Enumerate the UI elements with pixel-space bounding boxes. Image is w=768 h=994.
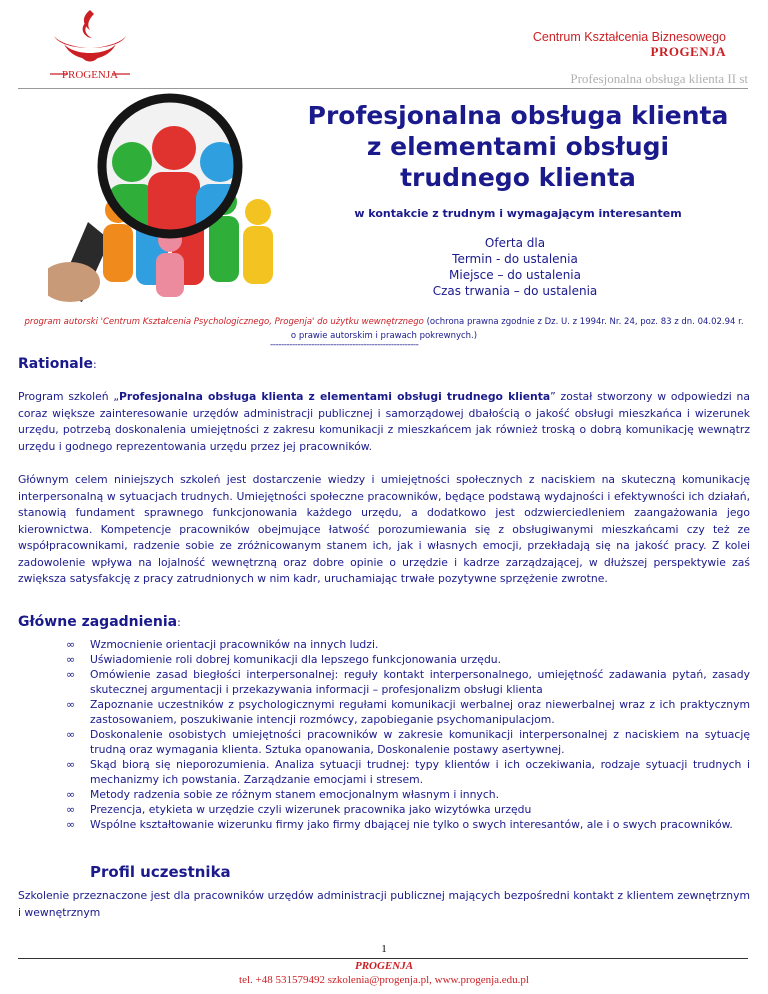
- copyright-program: program autorski 'Centrum Kształcenia Psychologicznego, Progenja' do użytku wewnętrznego: [24, 317, 424, 327]
- infinity-bullet-icon: ∞: [66, 803, 76, 816]
- profile-heading: Profil uczestnika: [90, 863, 231, 881]
- footer-brand: PROGENJA: [354, 960, 414, 972]
- offer-duration: Czas trwania – do ustalenia: [432, 284, 598, 298]
- copyright-legal: (ochrona prawna zgodnie z Dz. U. z 1994r. Nr. 24, poz. 83 z dn. 04.02.94 r. o prawie autorskim i prawach pokrewnych.): [290, 317, 744, 341]
- list-item: ∞ Omówienie zasad biegłości interpersonalnej: reguły kontakt interpersonalnego, umiejętność zadawania pytań, zasady skutecznej argumentacji i przekazywania informacji – profesjonalizm obsługi klienta: [66, 668, 750, 696]
- infinity-bullet-icon: ∞: [66, 698, 76, 711]
- org-name: Centrum Kształcenia Biznesowego: [532, 30, 726, 44]
- rationale-heading: Rationale:: [18, 356, 97, 372]
- infinity-bullet-icon: ∞: [66, 668, 76, 681]
- list-item: ∞ Wspólne kształtowanie wizerunku firmy jako firmy dbającej nie tylko o swych interesantów, ale i o swych pracowników.: [66, 818, 733, 831]
- list-item: ∞ Skąd biorą się nieporozumienia. Analiza sytuacji trudnej: typy klientów i ich oczekiwania, rodzaje sytuacji trudnych i mechanizmy ich powstania. Zarządzanie emocjami i stresem.: [66, 758, 750, 786]
- list-item: ∞ Uświadomienie roli dobrej komunikacji dla lepszego funkcjonowania urzędu.: [66, 653, 502, 666]
- list-item: ∞ Prezencja, etykieta w urzędzie czyli wizerunek pracownika jako wizytówka urzędu: [66, 803, 532, 816]
- infinity-bullet-icon: ∞: [66, 788, 76, 801]
- infinity-bullet-icon: ∞: [66, 758, 76, 771]
- profile-text: Szkolenie przeznaczone jest dla pracowników urzędów administracji publicznej mających bezpośredni kontakt z klientem zewnętrznym i wewnętrznym: [18, 889, 750, 919]
- offer-place: Miejsce – do ustalenia: [449, 268, 581, 282]
- list-item: ∞ Zapoznanie uczestników z psychologicznymi regułami komunikacji werbalnej oraz niewerbalnej wraz z ich praktycznym zastosowaniem, poszukiwanie intencji rozmówcy, zapobieganie psychomanipulacjom.: [66, 698, 750, 726]
- offer-date: Termin - do ustalenia: [452, 252, 578, 266]
- infinity-bullet-icon: ∞: [66, 728, 76, 741]
- rationale-paragraph-2: Głównym celem niniejszych szkoleń jest dostarczenie wiedzy i umiejętności społecznych z naciskiem na skuteczną komunikację interpersonalną w sytuacjach trudnych. Umiejętności społeczne pracowników, będące podstawą wydajności i efektywności ich działań, stanowią fundament sprawnego funkcjonowania każdego urzędu, a dodatkowo jest odzwierciedleniem zaangażowania jego kierownictwa. Kompetencje pracowników obejmujące łatwość porozumiewania się z obsługiwanymi mieszkańcami czy też ze współpracownikami, radzenie sobie ze zróżnicowanym stanem ich, jak i własnych emocji, przekładają się na jakość pracy. Z kolei zadowolenie wpływa na lojalność wewnętrzną oraz dobre opinie o urzędzie i kadrze zarządzającej, w dłuższej perspektywie zaś zwiększa satysfakcję z pracy zatrudnionych w nim kadr, uruchamiając trwałe pozytywne sprzężenie zwrotne.: [18, 473, 750, 585]
- offer-for: Oferta dla: [484, 236, 546, 250]
- header-subtitle: Profesjonalna obsługa klienta II st: [570, 71, 748, 86]
- list-item: ∞ Wzmocnienie orientacji pracowników na innych ludzi.: [66, 638, 379, 651]
- footer-divider: [18, 958, 748, 959]
- header-divider: [18, 88, 748, 89]
- topics-heading: Główne zagadnienia:: [18, 614, 181, 630]
- list-item: ∞ Metody radzenia sobie ze różnym stanem emocjonalnym własnym i innych.: [66, 788, 500, 801]
- infinity-bullet-icon: ∞: [66, 653, 76, 666]
- program-name: Profesjonalna obsługa klienta z elementami obsługi trudnego klienta: [119, 390, 551, 403]
- org-brand: PROGENJA: [650, 44, 726, 59]
- separator-dashes: ------------------------------------------------------: [270, 340, 419, 350]
- list-item: ∞ Doskonalenie osobistych umiejętności pracowników w zakresie komunikacji interpersonalnej z naciskiem na sytuację trudną oraz wymagania klienta. Sztuka opanowania, Doskonalenie postawy asertywnej.: [66, 728, 750, 756]
- footer-contact: tel. +48 531579492 szkolenia@progenja.pl, www.progenja.edu.pl: [239, 974, 529, 986]
- rationale-paragraph-1: Program szkoleń „Profesjonalna obsługa klienta z elementami obsługi trudnego klienta” został stworzony w odpowiedzi na coraz większe zainteresowanie urzędów administracji publicznej i samorządowej dbałością o jakość obsługi mieszkańca i wizerunek urzędu, potrzebą doskonalenia umiejętności z zakresu komunikacji z mieszkańcem jak również troską o dobrą komunikację wewnątrz urzędu i godnego reprezentowania urzędu przez jej pracowników.: [18, 390, 751, 453]
- offer-block: [395, 235, 635, 299]
- infinity-bullet-icon: ∞: [66, 818, 76, 831]
- page-number: 1: [381, 943, 387, 955]
- infinity-bullet-icon: ∞: [66, 638, 76, 651]
- progenja-logo: [40, 8, 140, 88]
- copyright-note: [24, 315, 744, 343]
- logo-text: PROGENJA: [61, 69, 119, 81]
- magnifier-people-icon: [48, 92, 292, 308]
- page-subtitle: w kontakcie z trudnym i wymagającym interesantem: [354, 207, 682, 220]
- topics-list: [18, 637, 750, 832]
- page-title: Profesjonalna obsługa klienta z elementami obsługi trudnego klienta: [307, 101, 729, 192]
